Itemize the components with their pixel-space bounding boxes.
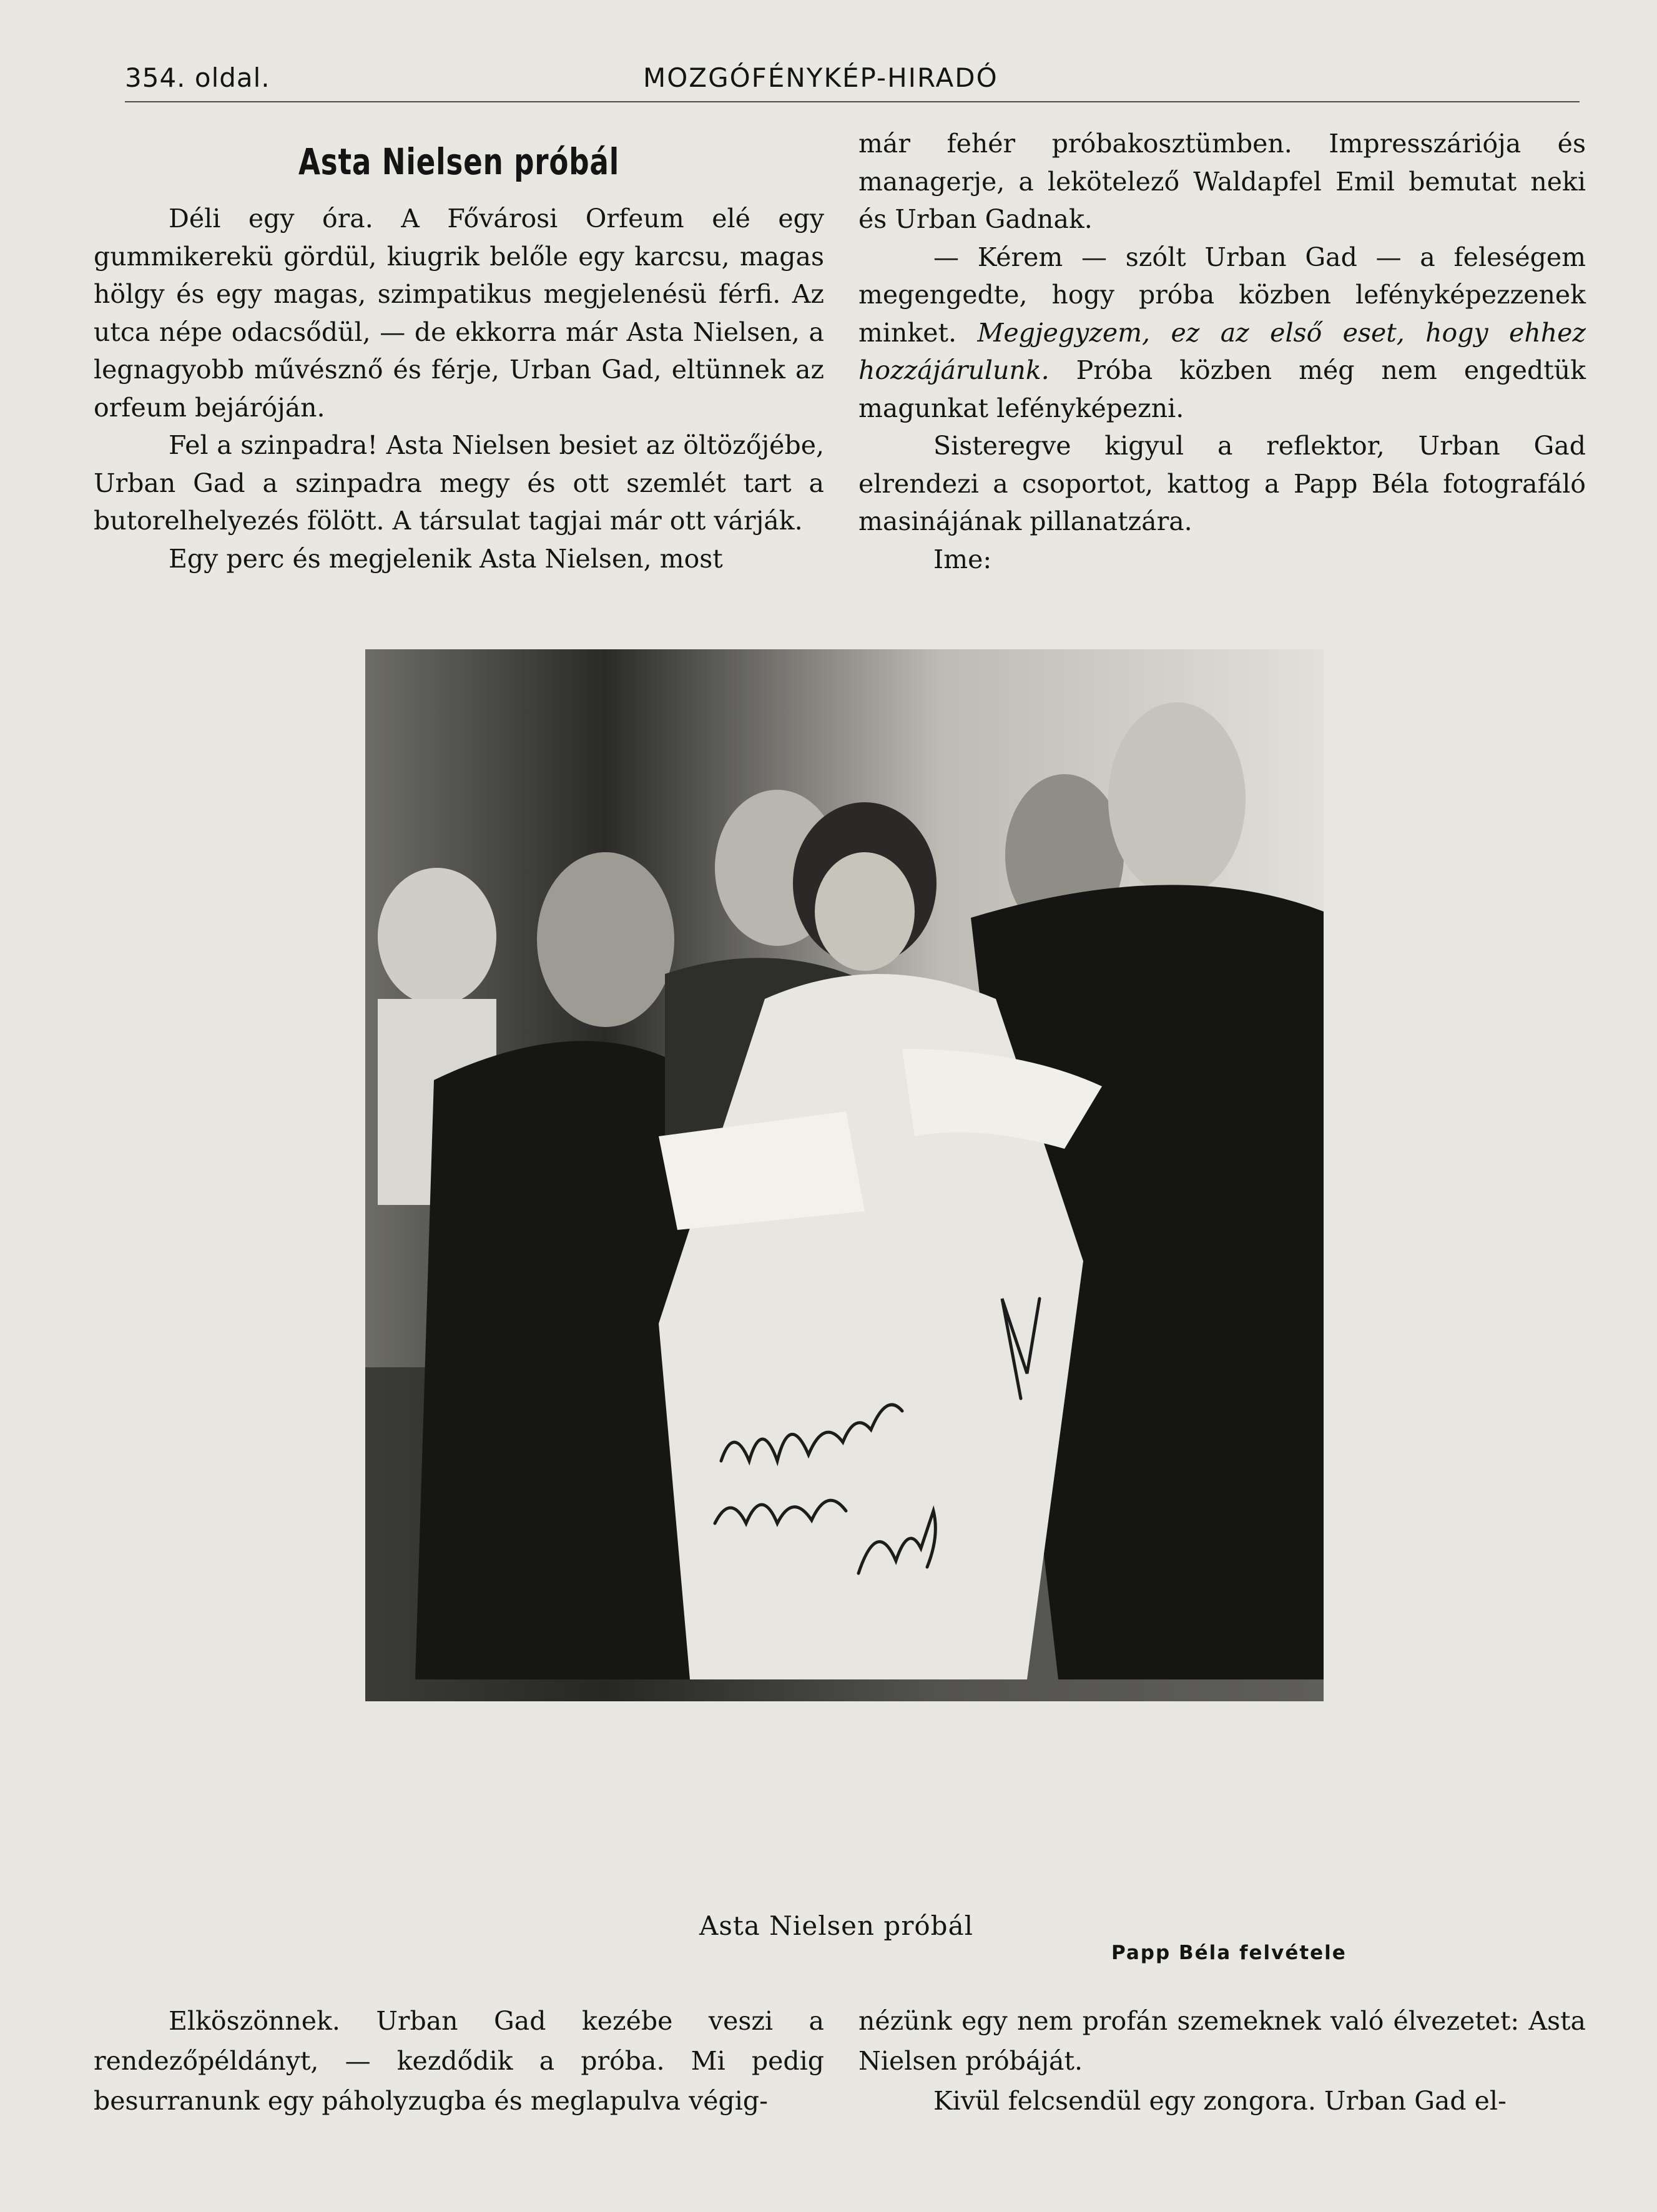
rehearsal-photograph bbox=[365, 649, 1324, 1701]
photo-caption: Asta Nielsen próbál bbox=[699, 1910, 974, 1941]
photo-credit: Papp Béla felvétele bbox=[1111, 1942, 1347, 1964]
permission-text: — Kérem — szólt Urban Gad — a feleségem megengedte, hogy próba közben lefényképezzenek minket. bbox=[858, 242, 1586, 348]
figure-asta-face bbox=[815, 852, 915, 971]
page-number: 354. oldal. bbox=[125, 62, 270, 93]
header-rule bbox=[125, 101, 1580, 102]
paragraph-reflector: Sisteregve kigyul a reflektor, Urban Gad elrendezi a csoportot, kattog a Papp Béla fotografáló masinájának pillanatzára. bbox=[858, 431, 1586, 536]
paragraph-piano: Kivül felcsendül egy zongora. Urban Gad el- bbox=[933, 2086, 1507, 2116]
continuation-right-column bbox=[858, 2001, 1586, 2121]
permission-note: Próba közben még nem engedtük magunkat lefényképezni. bbox=[858, 355, 1586, 423]
figure-man-right-head bbox=[1108, 702, 1246, 896]
paragraph-stage: Fel a szinpadra! Asta Nielsen besiet az öltözőjébe, Urban Gad a szinpadra megy és ott szemlét tart a butorelhelyezés fölött. A társulat tagjai már ott várják. bbox=[94, 430, 824, 536]
permission-remark: Megjegyzem, ez az első eset, hogy ehhez hozzájárulunk. bbox=[858, 317, 1586, 385]
paragraph-ime: Ime: bbox=[933, 544, 992, 574]
paragraph-arrival: Déli egy óra. A Fővárosi Orfeum elé egy gummikerekü gördül, kiugrik belőle egy karcsu, magas hölgy és egy magas, szimpatikus megjelenésü férfi. Az utca népe odacsődül, — de ekkorra már Asta Nielsen, a legnagyobb művésznő és férje, Urban Gad, eltünnek az orfeum bejáróján. bbox=[94, 204, 824, 423]
figure-man-left-head bbox=[537, 852, 674, 1027]
page-header bbox=[0, 62, 1657, 106]
article-right-column bbox=[858, 125, 1586, 578]
figure-woman-left bbox=[378, 868, 496, 1005]
paragraph-entrance: Egy perc és megjelenik Asta Nielsen, most bbox=[169, 543, 723, 574]
article-left-column bbox=[94, 200, 824, 578]
article-title: Asta Nielsen próbál bbox=[298, 140, 619, 183]
paragraph-watching: nézünk egy nem profán szemeknek való élvezetet: Asta Nielsen próbáját. bbox=[858, 2006, 1586, 2076]
paragraph-costume: már fehér próbakosztümben. Impresszáriója és managerje, a lekötelező Waldapfel Emil bemutat neki és Urban Gadnak. bbox=[858, 129, 1586, 234]
magazine-title: MOZGÓFÉNYKÉP-HIRADÓ bbox=[643, 62, 998, 93]
continuation-left-column bbox=[94, 2001, 824, 2121]
paragraph-rehearsal-start: Elköszönnek. Urban Gad kezébe veszi a rendezőpéldányt, — kezdődik a próba. Mi pedig besurranunk egy páholyzugba és meglapulva végig- bbox=[94, 2006, 824, 2116]
paragraph-permission bbox=[858, 238, 1586, 428]
photo-illustration bbox=[365, 649, 1324, 1701]
